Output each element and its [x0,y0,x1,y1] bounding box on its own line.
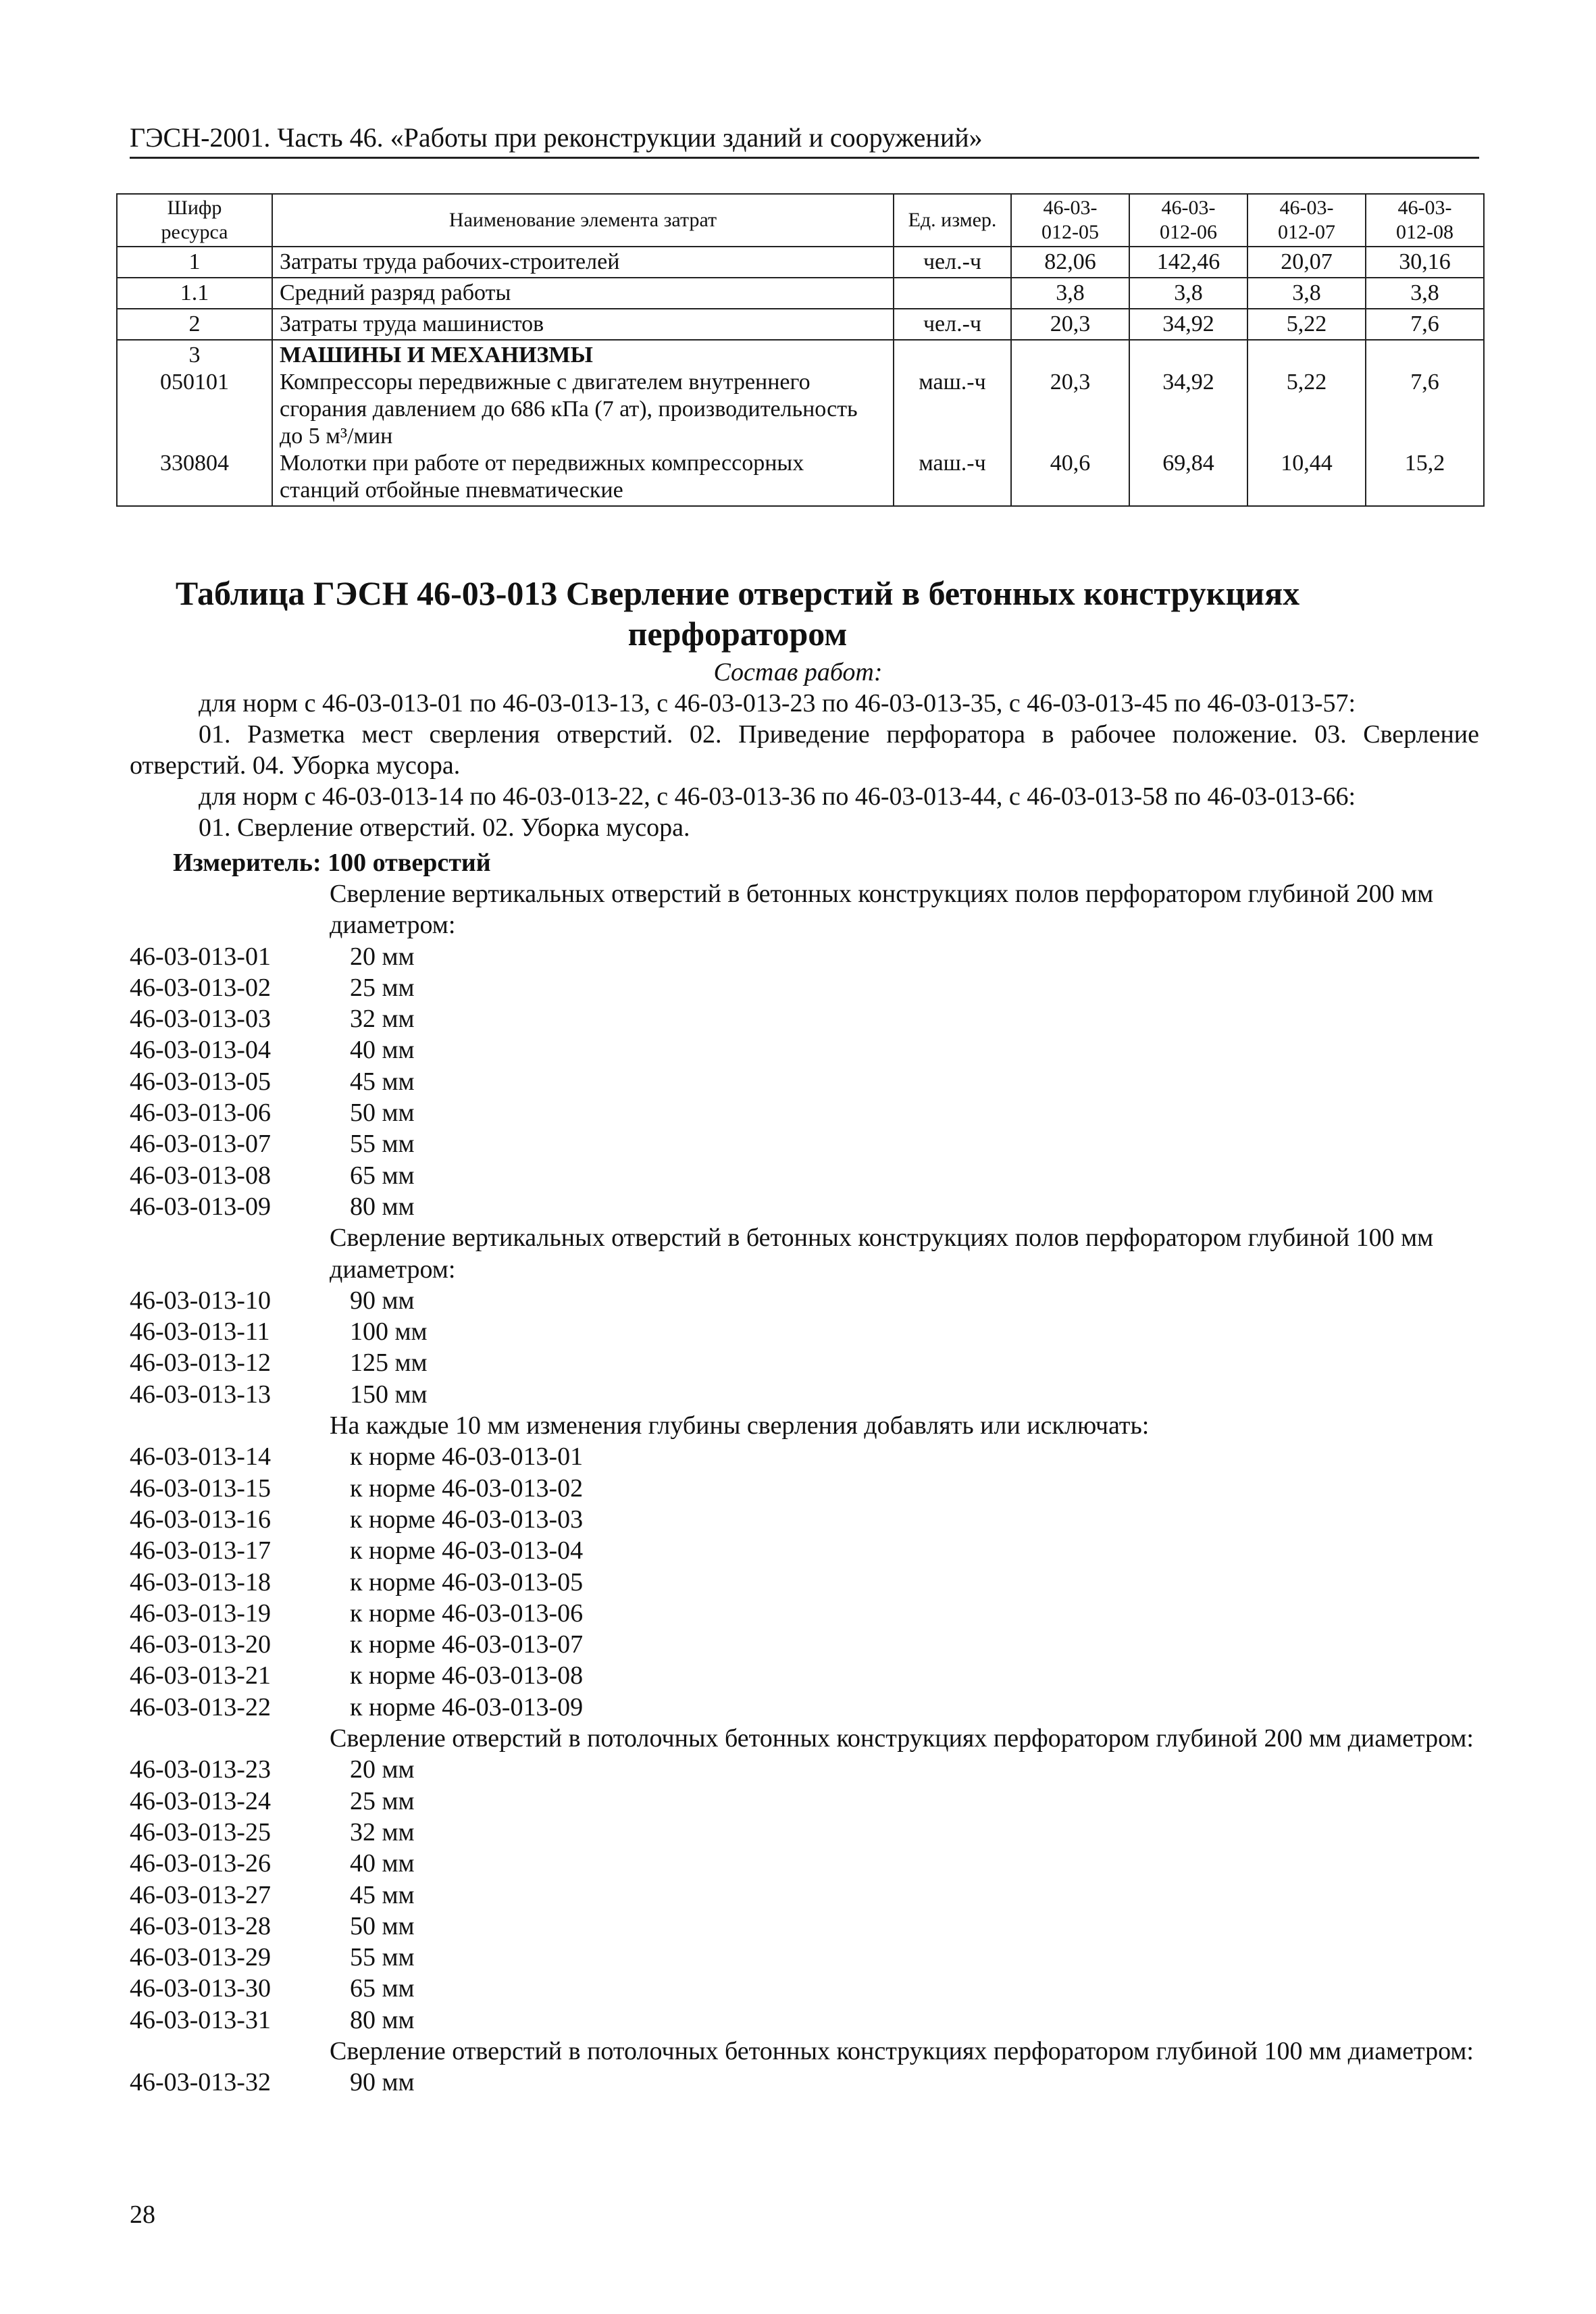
column-header-norm [1011,194,1129,247]
norm-code: 46-03-013-28 [130,1911,271,1940]
norm-row [130,1473,1479,1504]
cell-unit: чел.-ч [894,309,1011,340]
cell-value: 7,6 [1410,370,1439,395]
norm-code [130,1410,330,1441]
cell-code: 2 [117,309,272,340]
cell-value: 10,44 [1281,451,1333,476]
norm-text: к норме 46-03-013-06 [350,1599,584,1628]
norm-text: 32 мм [350,1005,415,1034]
column-header-norm-line: 012-06 [1160,221,1217,243]
norm-row [130,1003,1479,1034]
norm-row [130,1817,1479,1848]
norm-row [130,1504,1479,1535]
norm-code: 46-03-013-17 [130,1536,271,1565]
norm-row [130,1848,1479,1879]
composition-scope-2: для норм с 46-03-013-14 по 46-03-013-22, с 46-03-013-36 по 46-03-013-44, с 46-03-013-58 по 46-03-013-66: [199,782,1356,811]
cell-value: 7,6 [1366,309,1484,340]
cell-unit: маш.-ч [919,451,986,476]
norm-code: 46-03-013-04 [130,1036,271,1065]
norm-text: к норме 46-03-013-08 [350,1661,584,1690]
table-row [117,278,1484,309]
cell-value: 69,84 [1162,451,1214,476]
composition-steps-2: 01. Сверление отверстий. 02. Уборка мусора. [199,813,690,842]
column-header-norm-line: 46-03- [1043,197,1098,219]
column-header-code [117,194,272,247]
cell-value: 5,22 [1247,309,1366,340]
norm-group-text: Сверление вертикальных отверстий в бетонных конструкциях полов перфоратором глубиной 100 мм диаметром: [330,1224,1434,1284]
norm-text: 45 мм [350,1880,415,1909]
column-header-norm-line: 012-07 [1278,221,1335,243]
section-title: Таблица ГЭСН 46-03-013 Сверление отверстий в бетонных конструкциях перфоратором [175,574,1300,653]
cell-value-group [1247,340,1366,506]
cell-value: 5,22 [1286,370,1327,395]
norm-row [130,1285,1479,1316]
norm-row [130,1379,1479,1410]
cell-unit: чел.-ч [894,247,1011,278]
norm-text: 125 мм [350,1349,428,1378]
norm-code: 46-03-013-18 [130,1567,271,1596]
norm-code: 46-03-013-19 [130,1599,271,1628]
norm-text: к норме 46-03-013-04 [350,1536,584,1565]
norm-code: 46-03-013-01 [130,942,271,971]
norm-code: 46-03-013-13 [130,1380,271,1409]
norm-code: 46-03-013-07 [130,1130,271,1159]
norm-row [130,2067,1479,2098]
norm-row [130,1786,1479,1817]
norm-group-text: Сверление отверстий в потолочных бетонных конструкциях перфоратором глубиной 200 мм диаметром: [330,1724,1474,1753]
norm-row [130,1535,1479,1566]
norm-text: 50 мм [350,1099,415,1128]
cell-code: 1 [117,247,272,278]
column-header-code-line: ресурса [161,221,228,243]
cell-value: 20,3 [1011,309,1129,340]
norm-text: 25 мм [350,1786,415,1815]
column-header-norm [1247,194,1366,247]
norm-group-heading [130,1222,1479,1285]
table-row-machines [117,340,1484,506]
norm-code: 46-03-013-24 [130,1786,271,1815]
cell-name: Компрессоры передвижные с двигателем внутреннего сгорания давлением до 686 кПа (7 ат), производительность до 5 м³/мин [280,370,858,449]
column-header-norm [1366,194,1484,247]
cell-name: МАШИНЫ И МЕХАНИЗМЫ [280,343,593,368]
norm-text: к норме 46-03-013-07 [350,1630,584,1659]
norm-text: 90 мм [350,2068,415,2097]
norm-row [130,1973,1479,2004]
norm-row [130,2005,1479,2036]
norm-code: 46-03-013-16 [130,1505,271,1534]
column-header-norm-line: 46-03- [1279,197,1334,219]
norm-code [130,2036,330,2067]
cell-value: 15,2 [1404,451,1445,476]
norm-row [130,972,1479,1003]
cell-name-group [272,340,894,506]
norm-row [130,1128,1479,1159]
norm-row [130,1692,1479,1723]
norm-group-heading [130,2036,1479,2067]
cell-value: 40,6 [1050,451,1091,476]
norm-text: 50 мм [350,1911,415,1940]
norm-row [130,1754,1479,1785]
norm-row [130,1066,1479,1097]
cell-value: 3,8 [1366,278,1484,309]
cell-code-group [117,340,272,506]
column-header-norm [1129,194,1247,247]
measure-unit: Измеритель: 100 отверстий [173,849,491,877]
norm-row [130,1191,1479,1222]
page-number: 28 [130,2200,155,2229]
norm-code: 46-03-013-32 [130,2068,271,2097]
norm-code: 46-03-013-05 [130,1067,271,1096]
cell-value: 142,46 [1129,247,1247,278]
norm-group-heading [130,878,1479,941]
cell-code: 330804 [160,451,229,476]
norm-code: 46-03-013-14 [130,1442,271,1472]
norm-code: 46-03-013-21 [130,1661,271,1690]
norm-row [130,1097,1479,1128]
table-row [117,247,1484,278]
cell-unit: маш.-ч [919,370,986,395]
cell-name: Средний разряд работы [272,278,894,309]
norm-text: к норме 46-03-013-03 [350,1505,584,1534]
cell-code: 1.1 [117,278,272,309]
composition-label: Состав работ: [713,658,883,686]
norm-code: 46-03-013-25 [130,1817,271,1846]
norm-text: 100 мм [350,1317,428,1347]
norm-row [130,1629,1479,1660]
column-header-norm-line: 46-03- [1397,197,1452,219]
norm-text: 65 мм [350,1974,415,2003]
norm-code: 46-03-013-23 [130,1755,271,1784]
norm-code: 46-03-013-15 [130,1474,271,1503]
norm-row [130,1911,1479,1942]
norm-text: 65 мм [350,1161,415,1190]
norm-text: 32 мм [350,1817,415,1846]
norm-group-heading [130,1410,1479,1441]
header-rule [130,157,1479,159]
norm-text: 90 мм [350,1286,415,1315]
cell-value: 3,8 [1247,278,1366,309]
norm-code: 46-03-013-30 [130,1974,271,2003]
norm-group-text: Сверление вертикальных отверстий в бетонных конструкциях полов перфоратором глубиной 200 мм диаметром: [330,880,1434,940]
norm-row [130,1347,1479,1378]
cell-value-group [1366,340,1484,506]
norm-row [130,1160,1479,1191]
norm-text: 150 мм [350,1380,428,1409]
norm-text: 40 мм [350,1849,415,1878]
cell-value: 3,8 [1011,278,1129,309]
norm-code: 46-03-013-20 [130,1630,271,1659]
column-header-name: Наименование элемента затрат [272,194,894,247]
norm-code: 46-03-013-03 [130,1005,271,1034]
norm-code: 46-03-013-06 [130,1099,271,1128]
norm-group-text: На каждые 10 мм изменения глубины сверления добавлять или исключать: [330,1411,1150,1440]
norm-row [130,941,1479,972]
norm-row [130,1942,1479,1973]
column-header-norm-line: 012-08 [1396,221,1453,243]
cell-value: 30,16 [1366,247,1484,278]
norm-list [130,878,1479,2098]
column-header-norm-line: 012-05 [1041,221,1099,243]
norm-text: 20 мм [350,1755,415,1784]
norm-row [130,1598,1479,1629]
norm-row [130,1034,1479,1065]
norm-text: 20 мм [350,942,415,971]
cell-value-group [1011,340,1129,506]
norm-text: к норме 46-03-013-09 [350,1692,584,1721]
norm-code: 46-03-013-29 [130,1943,271,1972]
cell-name: Затраты труда машинистов [272,309,894,340]
norm-row [130,1660,1479,1691]
norm-row [130,1880,1479,1911]
norm-code [130,1723,330,1754]
cell-code: 3 [188,343,201,368]
norm-text: 40 мм [350,1036,415,1065]
cell-value: 82,06 [1011,247,1129,278]
norm-group-text: Сверление отверстий в потолочных бетонных конструкциях перфоратором глубиной 100 мм диаметром: [330,2036,1474,2065]
norm-code: 46-03-013-10 [130,1286,271,1315]
cell-unit [894,278,1011,309]
norm-code: 46-03-013-22 [130,1692,271,1721]
norm-code: 46-03-013-09 [130,1192,271,1221]
norm-text: к норме 46-03-013-01 [350,1442,584,1472]
norm-text: 80 мм [350,1192,415,1221]
norm-code: 46-03-013-26 [130,1849,271,1878]
norm-row [130,1441,1479,1472]
norm-text: 55 мм [350,1943,415,1972]
cell-value: 34,92 [1162,370,1214,395]
norm-code: 46-03-013-12 [130,1349,271,1378]
composition-steps-1: 01. Разметка мест сверления отверстий. 02. Приведение перфоратора в рабочее положение. 03. Сверление отверстий. 04. Уборка мусора. [130,720,1479,780]
norm-code: 46-03-013-27 [130,1880,271,1909]
norm-text: к норме 46-03-013-05 [350,1567,584,1596]
norm-text: 55 мм [350,1130,415,1159]
cell-value: 34,92 [1129,309,1247,340]
norm-text: 45 мм [350,1067,415,1096]
column-header-code-line: Шифр [167,197,222,219]
column-header-unit: Ед. измер. [894,194,1011,247]
norm-code: 46-03-013-02 [130,973,271,1002]
norm-text: 25 мм [350,973,415,1002]
norm-row [130,1567,1479,1598]
cell-code: 050101 [160,370,229,395]
norm-text: к норме 46-03-013-02 [350,1474,584,1503]
cell-value: 3,8 [1129,278,1247,309]
cell-value-group [1129,340,1247,506]
cell-value: 20,07 [1247,247,1366,278]
cell-unit [901,342,1004,369]
running-header: ГЭСН-2001. Часть 46. «Работы при реконструкции зданий и сооружений» [130,122,983,153]
table-header-row [117,194,1484,247]
norm-code [130,1222,330,1285]
norm-code: 46-03-013-08 [130,1161,271,1190]
norm-code [130,878,330,941]
norm-row [130,1316,1479,1347]
table-row [117,309,1484,340]
cell-value: 20,3 [1050,370,1091,395]
norm-code: 46-03-013-31 [130,2005,271,2034]
cell-name: Молотки при работе от передвижных компрессорных станций отбойные пневматические [280,451,804,503]
norm-group-heading [130,1723,1479,1754]
cell-name: Затраты труда рабочих-строителей [272,247,894,278]
norm-code: 46-03-013-11 [130,1317,270,1347]
resource-cost-table [116,193,1485,507]
cell-unit-group [894,340,1011,506]
norm-text: 80 мм [350,2005,415,2034]
composition-scope-1: для норм с 46-03-013-01 по 46-03-013-13, с 46-03-013-23 по 46-03-013-35, с 46-03-013-45 по 46-03-013-57: [199,689,1356,718]
column-header-norm-line: 46-03- [1161,197,1216,219]
